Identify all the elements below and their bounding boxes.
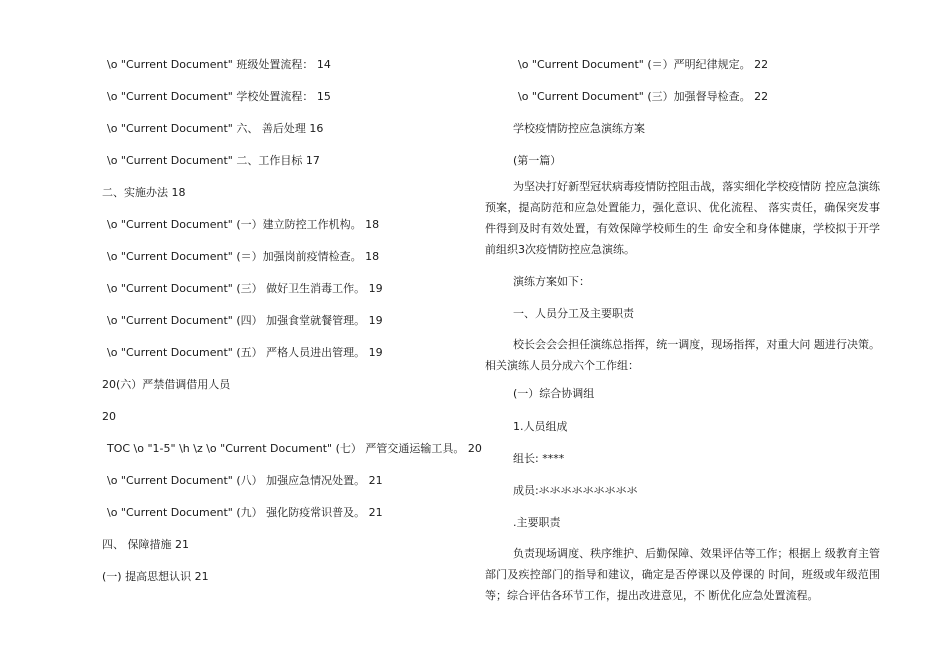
toc-line: 四、 保障措施 21 (102, 538, 189, 551)
toc-line: \o "Current Document" 六、 善后处理 16 (107, 122, 324, 135)
toc-line: 20(六）严禁借调借用人员 (102, 378, 231, 391)
toc-line: \o "Current Document" (＝）严明纪律规定。 22 (518, 58, 769, 71)
toc-line: 20 (102, 410, 116, 423)
section-marker: (第一篇） (513, 154, 562, 167)
toc-line: \o "Current Document" (八） 加强应急情况处置。 21 (107, 474, 383, 487)
toc-line: \o "Current Document" 班级处置流程： 14 (107, 58, 331, 71)
duties-heading: .主要职责 (513, 516, 561, 529)
toc-line: (一) 提高思想认识 21 (102, 570, 209, 583)
plan-intro: 演练方案如下： (513, 275, 590, 288)
toc-line: \o "Current Document" (＝）加强岗前疫情检查。 18 (107, 250, 380, 263)
body-paragraph: 校长会会会担任演练总指挥，统一调度，现场指挥，对重大问 题进行决策。相关演练人员分成六个工作组： (485, 338, 880, 372)
toc-line: \o "Current Document" (五） 严格人员进出管理。 19 (107, 346, 383, 359)
subheading: (一）综合协调组 (513, 387, 595, 400)
toc-line: \o "Current Document" (九） 强化防疫常识普及。 21 (107, 506, 383, 519)
doc-title: 学校疫情防控应急演练方案 (513, 122, 645, 135)
section-heading: 一、人员分工及主要职责 (513, 307, 634, 320)
members-line: 成员:氺氺氺氺氺氺氺氺氺 (513, 484, 638, 497)
leader-line: 组长: **** (513, 452, 565, 465)
toc-line: TOC \o "1-5" \h \z \o "Current Document" (七） 严管交通运输工具。 20 (107, 442, 482, 455)
toc-line: \o "Current Document" (三）加强督导检查。 22 (518, 90, 769, 103)
toc-line: 二、实施办法 18 (102, 186, 186, 199)
toc-line: \o "Current Document" (一）建立防控工作机构。 18 (107, 218, 380, 231)
toc-line: \o "Current Document" (三） 做好卫生消毒工作。 19 (107, 282, 383, 295)
body-paragraph: 负责现场调度、秩序维护、后勤保障、效果评估等工作；根据上 级教育主管部门及疾控部门的指导和建议，确定是否停课以及停课的 时间，班级或年级范围等；综合评估各环节工作，提出改进意见，不 断优化应急处置流程。 (485, 547, 880, 602)
toc-line: \o "Current Document" (四） 加强食堂就餐管理。 19 (107, 314, 383, 327)
toc-line: \o "Current Document" 学校处置流程： 15 (107, 90, 331, 103)
intro-paragraph: 为坚决打好新型冠状病毒疫情防控阻击战，落实细化学校疫情防 控应急演练预案，提高防范和应急处置能力，强化意识、优化流程、 落实责任，确保突发事件得到及时有效处置，有效保障学校师生的生 命安全和身体健康，学校拟于开学前组织3次疫情防控应急演练。 (485, 180, 880, 256)
list-item: 1.人员组成 (513, 420, 568, 433)
toc-line: \o "Current Document" 二、工作目标 17 (107, 154, 320, 167)
